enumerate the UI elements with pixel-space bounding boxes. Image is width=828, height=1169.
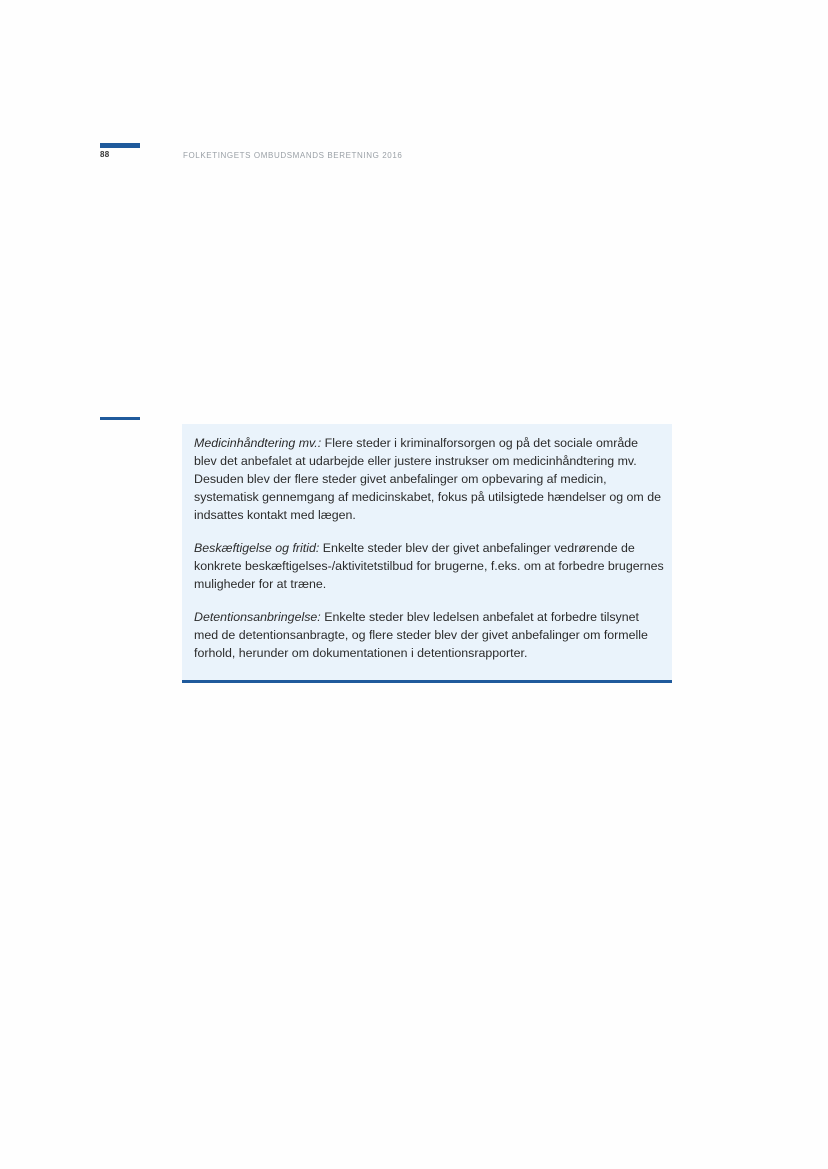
- running-header: FOLKETINGETS OMBUDSMANDS BERETNING 2016: [183, 151, 403, 160]
- paragraph-lead: Beskæftigelse og fritid:: [194, 541, 320, 555]
- paragraph-text: Enkelte steder blev der givet anbefalinger vedrørende de konkrete beskæftigelses-/aktivitetstilbud for brugerne, f.eks. om at forbedre brugernes muligheder for at træne.: [194, 541, 664, 591]
- paragraph-text: Enkelte steder blev ledelsen anbefalet at forbedre tilsynet med de detentionsanbragte, og flere steder blev der givet anbefalinger om formelle forhold, herunder om dokumentationen i detentionsrapporter.: [194, 610, 648, 660]
- paragraph-employment: [194, 539, 664, 593]
- paragraph-detention: [194, 608, 664, 662]
- paragraph-medicine: [194, 434, 664, 524]
- paragraph-lead: Detentionsanbringelse:: [194, 610, 321, 624]
- info-box-content: [194, 434, 664, 662]
- page-number-accent-bar: [100, 143, 140, 148]
- section-marker: [100, 417, 140, 420]
- paragraph-lead: Medicinhåndtering mv.:: [194, 436, 322, 450]
- info-box-bottom-rule: [182, 680, 672, 683]
- page-number: 88: [100, 150, 110, 159]
- paragraph-text: Flere steder i kriminalforsorgen og på det sociale område blev det anbefalet at udarbejde eller justere instrukser om medicinhåndtering mv. Desuden blev der flere steder givet anbefalinger om opbevaring af medicin, systematisk gennemgang af medicinskabet, fokus på utilsigtede hændelser og om de indsattes kontakt med lægen.: [194, 436, 661, 522]
